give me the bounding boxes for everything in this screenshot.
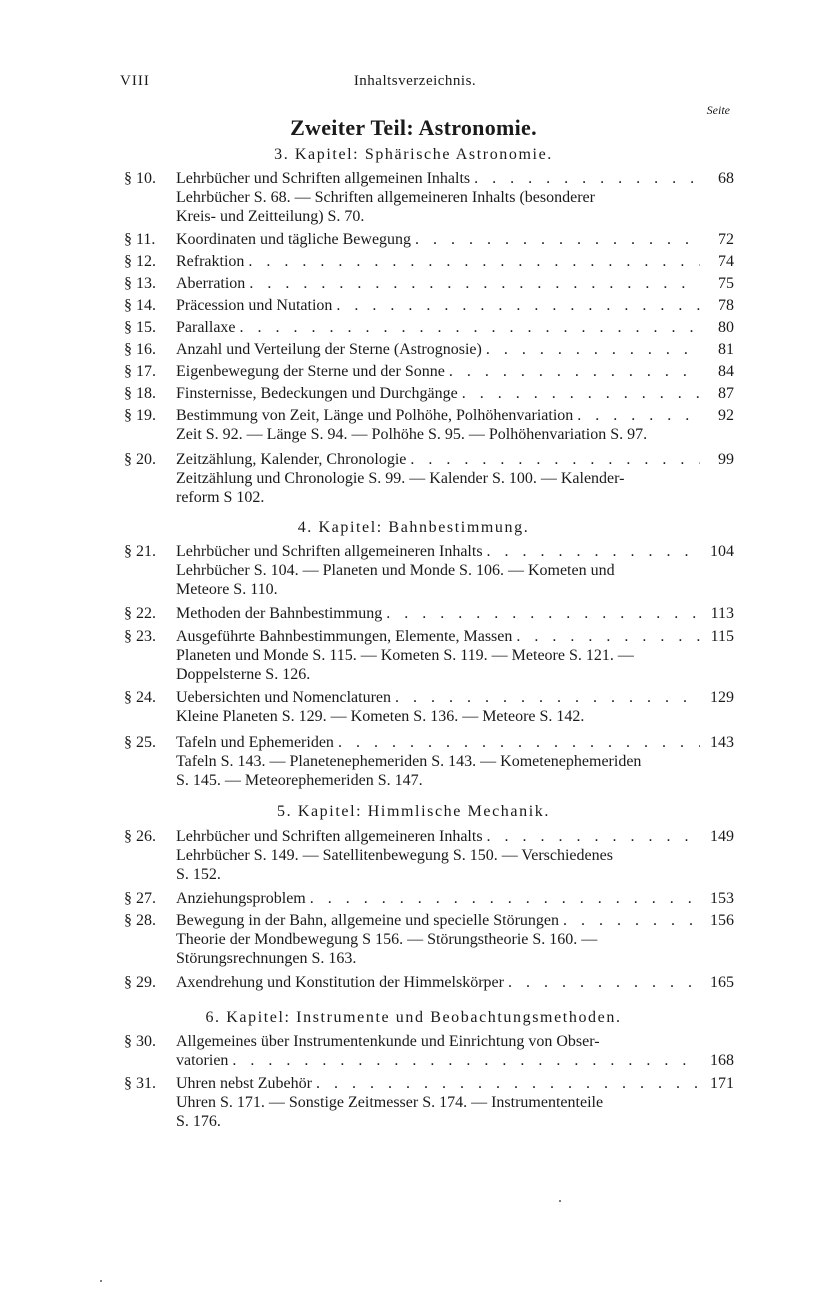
entry-title: Uebersichten und Nomenclaturen [176,689,392,706]
leader-dots [415,230,700,249]
entry-title: Lehrbücher und Schriften allgemeineren Inhalts [176,828,483,845]
page-number: VIII [120,73,150,89]
entry-title: Uhren nebst Zubehör [176,1075,312,1092]
leader-dots [232,1051,700,1070]
entry-subtopics: Lehrbücher S. 149. — Satellitenbewegung S. 150. — Verschiedenes S. 152. [176,847,613,883]
leader-dots [240,318,700,337]
section-number: § 15. [124,319,156,336]
page-ref: 81 [718,341,734,358]
entry-subtopics: Zeitzählung und Chronologie S. 99. — Kalender S. 100. — Kalender- reform S 102. [176,470,625,506]
leader-dots [577,406,700,425]
entry-subtopics: Uhren S. 171. — Sonstige Zeitmesser S. 174. — Instrumententeile S. 176. [176,1094,604,1130]
page-ref: 72 [718,231,734,248]
running-title: Inhaltsverzeichnis. [353,73,477,89]
page-ref: 80 [718,319,734,336]
entry-title: Refraktion [176,253,245,270]
entry-title: Axendrehung und Konstitution der Himmelskörper [176,974,504,991]
page-ref: 153 [710,890,734,907]
section-number: § 12. [124,253,156,270]
page-ref: 149 [710,828,734,845]
leader-dots [516,627,700,646]
page-ref: 74 [718,253,734,270]
leader-dots [474,169,700,188]
section-number: § 17. [124,363,156,380]
leader-dots [487,827,700,846]
part-title: Zweiter Teil: Astronomie. [290,115,537,140]
section-number: § 24. [124,689,156,706]
leader-dots [310,889,700,908]
page-ref: 92 [718,407,734,424]
entry-title: Parallaxe [176,319,236,336]
leader-dots [462,384,700,403]
leader-dots [487,542,700,561]
leader-dots [395,688,700,707]
section-number: § 28. [124,912,156,929]
leader-dots [248,252,700,271]
section-number: § 11. [124,231,156,248]
entry-title: Allgemeines über Instrumentenkunde und Einrichtung von Obser- [176,1033,600,1050]
leader-dots [563,911,700,930]
entry-title: Aberration [176,275,246,292]
entry-title: Lehrbücher und Schriften allgemeineren Inhalts [176,543,483,560]
entry-title: Finsternisse, Bedeckungen und Durchgänge [176,385,458,402]
page-ref: 168 [710,1052,734,1069]
section-number: § 30. [124,1033,156,1050]
page-ref: 104 [710,543,734,560]
entry-title: Tafeln und Ephemeriden [176,734,334,751]
page-ref: 165 [710,974,734,991]
page-ref: 84 [718,363,734,380]
section-number: § 14. [124,297,156,314]
page-ref: 68 [718,170,734,187]
section-number: § 29. [124,974,156,991]
page-ref: 113 [710,605,734,622]
section-number: § 16. [124,341,156,358]
chapter-heading-3: 3. Kapitel: Sphärische Astronomie. [274,146,553,163]
entry-subtopics: Lehrbücher S. 68. — Schriften allgemeineren Inhalts (besonderer Kreis- und Zeitteilung) S. 70. [176,189,595,225]
entry-title: Methoden der Bahnbestimmung [176,605,383,622]
chapter-heading-5: 5. Kapitel: Himmlische Mechanik. [277,803,550,820]
running-header [120,73,710,93]
page-ref: 78 [718,297,734,314]
entry-subtopics: Theorie der Mondbewegung S 156. — Störungstheorie S. 160. — Störungsrechnungen S. 163. [176,931,598,967]
print-speck [100,1280,102,1282]
entry-title: Zeitzählung, Kalender, Chronologie [176,451,407,468]
page-ref: 99 [718,451,734,468]
page-ref: 143 [710,734,734,751]
section-number: § 18. [124,385,156,402]
entry-subtopics: Tafeln S. 143. — Planetenephemeriden S. 143. — Kometenephemeriden S. 145. — Meteorephemeriden S. 147. [176,753,642,789]
section-number: § 20. [124,451,156,468]
page-ref: 129 [710,689,734,706]
page-ref: 87 [718,385,734,402]
leader-dots [486,340,700,359]
entry-subtopics: Kleine Planeten S. 129. — Kometen S. 136. — Meteore S. 142. [176,708,585,725]
entry-title-continued: vatorien [176,1052,229,1069]
entry-subtopics: Lehrbücher S. 104. — Planeten und Monde S. 106. — Kometen und Meteore S. 110. [176,562,615,598]
section-number: § 26. [124,828,156,845]
print-speck [559,1200,561,1202]
section-number: § 13. [124,275,156,292]
section-number: § 23. [124,628,156,645]
entry-title: Präcession und Nutation [176,297,333,314]
entry-title: Ausgeführte Bahnbestimmungen, Elemente, Massen [176,628,513,645]
section-number: § 27. [124,890,156,907]
section-number: § 10. [124,170,156,187]
seite-column-label: Seite [706,103,730,117]
section-number: § 19. [124,407,156,424]
leader-dots [338,733,700,752]
chapter-heading-4: 4. Kapitel: Bahnbestimmung. [297,519,530,536]
leader-dots [410,450,700,469]
section-number: § 25. [124,734,156,751]
entry-title: Eigenbewegung der Sterne und der Sonne [176,363,445,380]
chapter-heading-6: 6. Kapitel: Instrumente und Beobachtungsmethoden. [205,1009,622,1026]
entry-title: Anziehungsproblem [176,890,306,907]
entry-title: Bewegung in der Bahn, allgemeine und specielle Störungen [176,912,560,929]
section-number: § 21. [124,543,156,560]
leader-dots [336,296,700,315]
entry-subtopics: Zeit S. 92. — Länge S. 94. — Polhöhe S. 95. — Polhöhenvariation S. 97. [176,426,648,443]
entry-subtopics: Planeten und Monde S. 115. — Kometen S. 119. — Meteore S. 121. — Doppelsterne S. 126. [176,647,634,683]
leader-dots [508,973,700,992]
section-number: § 22. [124,605,156,622]
leader-dots [249,274,700,293]
page-ref: 156 [710,912,734,929]
leader-dots [449,362,700,381]
page-ref: 115 [710,628,734,645]
leader-dots [316,1074,700,1093]
page-ref: 171 [710,1075,734,1092]
page-ref: 75 [718,275,734,292]
entry-title: Lehrbücher und Schriften allgemeinen Inhalts [176,170,471,187]
entry-title: Koordinaten und tägliche Bewegung [176,231,412,248]
leader-dots [386,604,700,623]
section-number: § 31. [124,1075,156,1092]
entry-title: Anzahl und Verteilung der Sterne (Astrognosie) [176,341,482,358]
entry-title: Bestimmung von Zeit, Länge und Polhöhe, Polhöhenvariation [176,407,574,424]
